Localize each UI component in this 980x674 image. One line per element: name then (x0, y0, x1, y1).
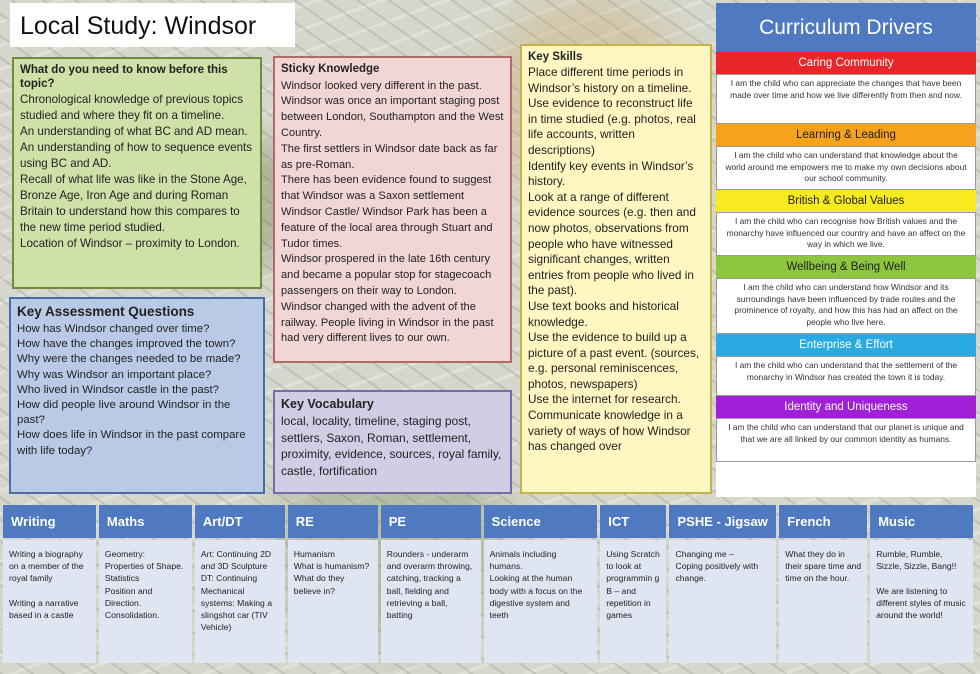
prior-knowledge-item: Recall of what life was like in the Stone Age, Bronze Age, Iron Age and during Roman Britain to understand how this compares to the new time period studied. (20, 173, 247, 234)
driver-description: I am the child who can understand how Windsor and its surroundings have been influenced by trade routes and the prominence of royalty, and how this has had an affect on the people who live here. (716, 278, 976, 334)
prior-knowledge-item: Chronological knowledge of previous topics studied and where they fit on a timeline. (20, 93, 243, 122)
driver-description: I am the child who can understand that the settlement of the monarchy in Windsor has created the town it is today. (716, 356, 976, 396)
key-skill: Use evidence to reconstruct life in time studied (e.g. photos, real life accounts, written descriptions) (528, 96, 696, 157)
subject-heading: Maths (99, 505, 192, 538)
sticky-knowledge-item: The first settlers in Windsor date back as far as pre-Roman. (281, 142, 498, 171)
subject-body: Using Scratch to look at programmin g B – and repetition in games (600, 540, 666, 663)
curriculum-drivers-title: Curriculum Drivers (716, 3, 976, 52)
driver-heading: Learning & Leading (716, 124, 976, 146)
assessment-questions-panel (9, 297, 265, 494)
driver-heading: Enterprise & Effort (716, 334, 976, 356)
prior-knowledge-item: An understanding of how to sequence events using BC and AD. (20, 141, 253, 170)
key-skills-panel (520, 44, 712, 494)
subject-body: Geometry: Properties of Shape. Statistics Position and Direction. Consolidation. (99, 540, 192, 663)
subject-column (779, 505, 867, 663)
subject-column (3, 505, 96, 663)
sticky-knowledge-item: Windsor Castle/ Windsor Park has been a feature of the local area through Stuart and Tudor times. (281, 205, 493, 250)
subject-column (288, 505, 378, 663)
subjects-strip (3, 505, 973, 663)
driver-description: I am the child who can understand that knowledge about the world around me empowers me to make my own decisions about our school community. (716, 146, 976, 190)
subject-heading: Science (484, 505, 598, 538)
prior-knowledge-panel (12, 57, 262, 289)
assessment-question: How does life in Windsor in the past compare with life today? (17, 429, 246, 457)
sticky-knowledge-item: There has been evidence found to suggest that Windsor was a Saxon settlement (281, 174, 492, 203)
driver-description: I am the child who can understand that our planet is unique and that we are all linked by our common identity as humans. (716, 418, 976, 462)
sticky-knowledge-panel (273, 56, 512, 363)
key-skills-heading: Key Skills (528, 51, 583, 63)
key-skill: Communicate knowledge in a variety of ways of how Windsor has changed over (528, 408, 691, 454)
key-skill: Place different time periods in Windsor’s history on a timeline. (528, 65, 692, 95)
assessment-question: Why was Windsor an important place? (17, 368, 212, 381)
prior-knowledge-heading: What do you need to know before this topic? (20, 64, 228, 90)
key-vocabulary-heading: Key Vocabulary (281, 397, 374, 411)
sticky-knowledge-item: Windsor looked very different in the past. (281, 79, 482, 92)
driver-heading: Caring Community (716, 52, 976, 74)
curriculum-drivers-panel (716, 3, 976, 497)
subject-body: Animals including humans. Looking at the human body with a focus on the digestive system and teeth (484, 540, 598, 663)
subject-heading: Writing (3, 505, 96, 538)
sticky-knowledge-item: Windsor changed with the advent of the railway. People living in Windsor in the past had very different lives to our own. (281, 300, 494, 345)
subject-heading: ICT (600, 505, 666, 538)
subject-column (484, 505, 598, 663)
subject-heading: PSHE - Jigsaw (669, 505, 776, 538)
key-skill: Use the internet for research. (528, 392, 681, 407)
key-vocabulary-text: local, locality, timeline, staging post, settlers, Saxon, Roman, settlement, proximity, evidence, sources, royal family, castle, fortification (281, 414, 502, 478)
subject-body: Humanism What is humanism? What do they believe in? (288, 540, 378, 663)
sticky-knowledge-item: Windsor prospered in the late 16th century and became a popular stop for stagecoach passengers on their way to London. (281, 253, 492, 297)
key-skill: Identify key events in Windsor’s history. (528, 158, 694, 189)
subject-body: What they do in their spare time and time on the hour. (779, 540, 867, 663)
driver-list (716, 52, 976, 462)
driver-description: I am the child who can appreciate the changes that have been made over time and how we live differently from then and now. (716, 74, 976, 124)
subject-heading: Music (870, 505, 973, 538)
subject-column (381, 505, 481, 663)
prior-knowledge-item: Location of Windsor – proximity to London. (20, 237, 240, 250)
key-skill: Use text books and historical knowledge. (528, 298, 679, 329)
key-skill: Look at a range of different evidence sources (e.g. then and now photos, observations from people who have witnessed significant changes, written entries from people who lived in the past). (528, 189, 696, 298)
assessment-question: Why were the changes needed to be made? (17, 353, 241, 366)
subject-column (870, 505, 973, 663)
assessment-heading: Key Assessment Questions (17, 304, 195, 319)
driver-heading: British & Global Values (716, 190, 976, 212)
subject-body: Changing me – Coping positively with change. (669, 540, 776, 663)
assessment-question: How did people live around Windsor in the past? (17, 399, 231, 427)
key-skill: Use the evidence to build up a picture of a past event. (sources, e.g. personal reminiscences, photos, newspapers) (528, 330, 700, 391)
driver-heading: Wellbeing & Being Well (716, 256, 976, 278)
subject-body: Rounders - underarm and overarm throwing, catching, tracking a ball, fielding and retrieving a ball, batting (381, 540, 481, 663)
subject-column (195, 505, 285, 663)
driver-heading: Identity and Uniqueness (716, 396, 976, 418)
prior-knowledge-item: An understanding of what BC and AD mean. (20, 125, 248, 138)
subject-heading: Art/DT (195, 505, 285, 538)
subject-heading: RE (288, 505, 378, 538)
sticky-knowledge-item: Windsor was once an important staging post between London, Southampton and the West Country. (281, 95, 504, 139)
assessment-question: How has Windsor changed over time? (17, 323, 210, 335)
subject-column (669, 505, 776, 663)
subject-column (600, 505, 666, 663)
page-title: Local Study: Windsor (10, 3, 295, 47)
subject-heading: PE (381, 505, 481, 538)
subject-heading: French (779, 505, 867, 538)
subject-column (99, 505, 192, 663)
sticky-knowledge-heading: Sticky Knowledge (281, 63, 380, 75)
subject-body: Writing a biography on a member of the royal family Writing a narrative based in a castle (3, 540, 96, 663)
assessment-question: How have the changes improved the town? (17, 338, 236, 351)
assessment-question: Who lived in Windsor castle in the past? (17, 383, 219, 396)
driver-description: I am the child who can recognise how British values and the monarchy have influenced our country and have an affect on the way in which we live. (716, 212, 976, 256)
subject-body: Art: Continuing 2D and 3D Sculpture DT: Continuing Mechanical systems: Making a slingshot car (TIV Vehicle) (195, 540, 285, 663)
key-vocabulary-panel (273, 390, 512, 494)
subject-body: Rumble, Rumble, Sizzle, Sizzle, Bang!! We are listening to different styles of music around the world! (870, 540, 973, 663)
